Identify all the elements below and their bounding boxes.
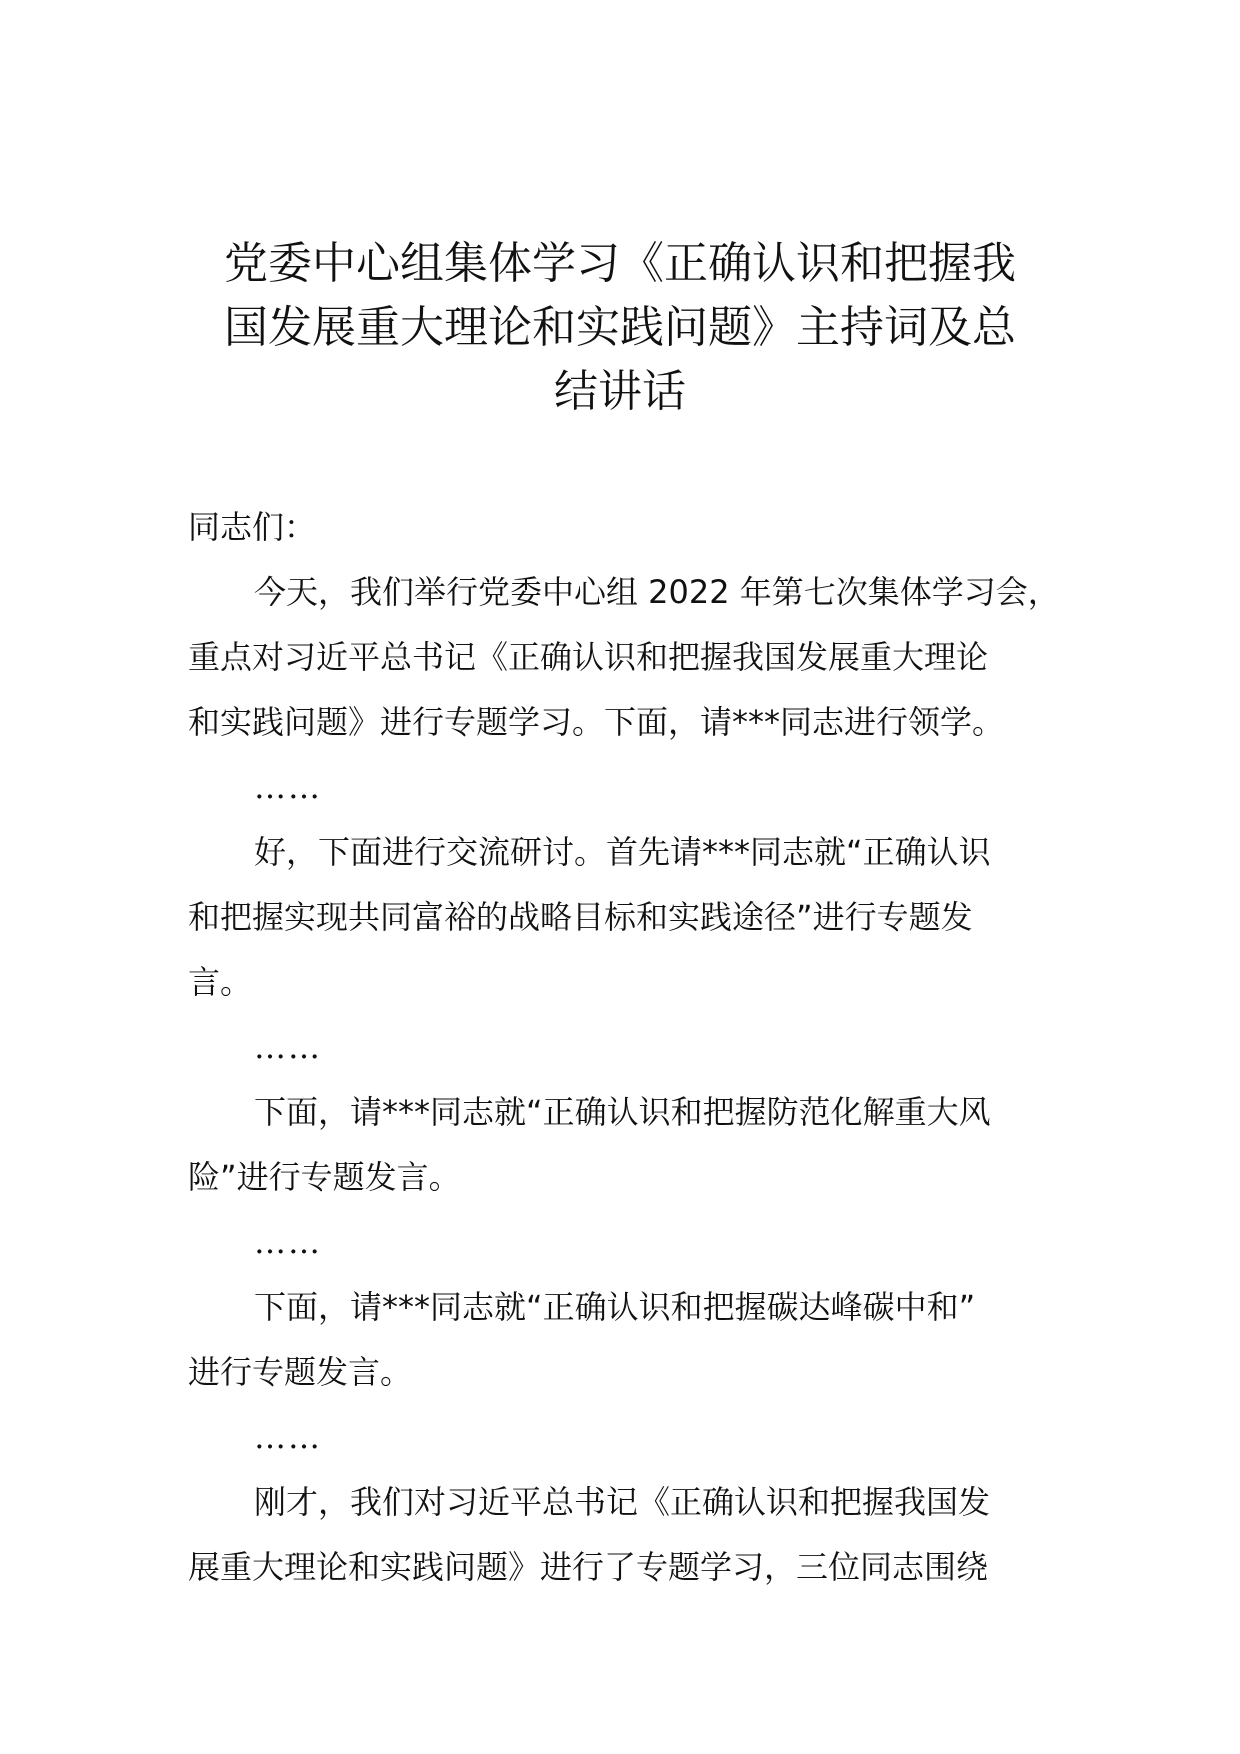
paragraph-line: 言。 bbox=[188, 963, 253, 1001]
ellipsis-line: …… bbox=[254, 768, 322, 806]
ellipsis-line: …… bbox=[254, 1418, 322, 1456]
ellipsis-line: …… bbox=[254, 1223, 322, 1261]
paragraph-line: 展重大理论和实践问题》进行了专题学习，三位同志围绕 bbox=[188, 1548, 989, 1586]
document-body bbox=[188, 495, 1078, 1600]
paragraph-line: 和把握实现共同富裕的战略目标和实践途径”进行专题发 bbox=[188, 898, 973, 936]
title-line: 国发展重大理论和实践问题》主持词及总 bbox=[224, 302, 1016, 353]
paragraph-line: 下面，请***同志就“正确认识和把握防范化解重大风 bbox=[254, 1093, 991, 1131]
document-title bbox=[190, 232, 1050, 424]
title-line: 结讲话 bbox=[554, 366, 686, 417]
paragraph-line: 今天，我们举行党委中心组 2022 年第七次集体学习会， bbox=[254, 573, 1060, 611]
paragraph-line: 险”进行专题发言。 bbox=[188, 1158, 461, 1196]
paragraph-line: 重点对习近平总书记《正确认识和把握我国发展重大理论 bbox=[188, 638, 989, 676]
paragraph-line: 进行专题发言。 bbox=[188, 1353, 413, 1391]
title-line: 党委中心组集体学习《正确认识和把握我 bbox=[224, 238, 1016, 289]
paragraph-line: 下面，请***同志就“正确认识和把握碳达峰碳中和” bbox=[254, 1288, 976, 1326]
paragraph-line: 好，下面进行交流研讨。首先请***同志就“正确认识 bbox=[254, 833, 991, 871]
ellipsis-line: …… bbox=[254, 1028, 322, 1066]
paragraph-line: 刚才，我们对习近平总书记《正确认识和把握我国发 bbox=[254, 1483, 991, 1521]
paragraph-line: 和实践问题》进行专题学习。下面，请***同志进行领学。 bbox=[188, 703, 1005, 741]
salutation: 同志们： bbox=[188, 508, 317, 546]
